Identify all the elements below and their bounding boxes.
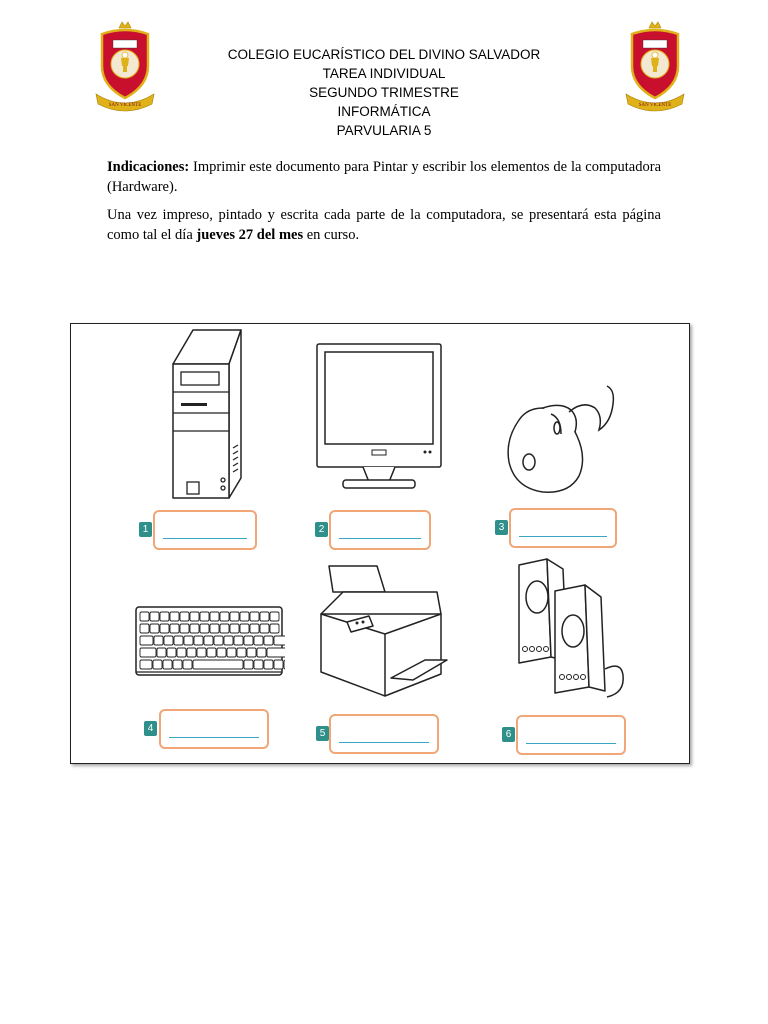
keyboard-key: [274, 636, 285, 645]
answer-box-1[interactable]: [153, 510, 257, 550]
keyboard-key: [220, 624, 229, 633]
keyboard-key: [140, 636, 153, 645]
keyboard-key: [274, 660, 283, 669]
item-number-badge: 6: [502, 727, 515, 742]
keyboard-key: [150, 612, 159, 621]
keyboard-key: [190, 624, 199, 633]
answer-box-6[interactable]: [516, 715, 626, 755]
keyboard-key: [227, 648, 236, 657]
assignment-type: TAREA INDIVIDUAL: [322, 66, 446, 81]
item-number-badge: 2: [315, 522, 328, 537]
keyboard-key: [240, 612, 249, 621]
instructions-label: Indicaciones:: [107, 159, 190, 175]
item-number-badge: 3: [495, 520, 508, 535]
answer-line: [339, 742, 429, 743]
keyboard-key: [210, 612, 219, 621]
keyboard-key: [164, 636, 173, 645]
mouse-icon: [499, 384, 619, 499]
keyboard-key: [214, 636, 223, 645]
keyboard-key: [207, 648, 216, 657]
keyboard-key: [190, 612, 199, 621]
keyboard-key: [204, 636, 213, 645]
keyboard-key: [180, 612, 189, 621]
keyboard-key: [140, 648, 156, 657]
keyboard-key: [163, 660, 172, 669]
keyboard-key: [250, 624, 259, 633]
keyboard-key: [284, 660, 285, 669]
answer-line: [339, 538, 421, 539]
crest-ribbon-text: SAN VICENTE: [638, 103, 672, 108]
item-number-badge: 1: [139, 522, 152, 537]
instructions-paragraph: [107, 157, 661, 197]
subject: INFORMÁTICA: [337, 104, 431, 119]
item-number-badge: 4: [144, 721, 157, 736]
keyboard-key: [160, 624, 169, 633]
keyboard-key: [254, 636, 263, 645]
document-header: [180, 45, 588, 140]
keyboard-key: [217, 648, 226, 657]
keyboard-key: [234, 636, 243, 645]
crest-ribbon-text: SAN VICENTE: [108, 103, 142, 108]
keyboard-key: [237, 648, 246, 657]
keyboard-key: [247, 648, 256, 657]
keyboard-key: [197, 648, 206, 657]
keyboard-key: [173, 660, 182, 669]
answer-box-5[interactable]: [329, 714, 439, 754]
keyboard-key: [184, 636, 193, 645]
term: SEGUNDO TRIMESTRE: [309, 85, 459, 100]
keyboard-key: [140, 660, 152, 669]
keyboard-key: [230, 624, 239, 633]
keyboard-key: [230, 612, 239, 621]
keyboard-key: [187, 648, 196, 657]
keyboard-key: [170, 612, 179, 621]
keyboard-icon: [135, 606, 285, 678]
monitor-icon: [315, 342, 445, 492]
keyboard-key: [244, 636, 253, 645]
computer-tower-icon: [171, 328, 246, 500]
answer-box-2[interactable]: [329, 510, 431, 550]
answer-line: [169, 737, 259, 738]
delivery-paragraph: [107, 205, 661, 245]
keyboard-key: [270, 624, 279, 633]
grade: PARVULARIA 5: [336, 123, 432, 138]
item-number-badge: 5: [316, 726, 329, 741]
keyboard-key: [170, 624, 179, 633]
delivery-date: jueves 27 del mes: [196, 227, 304, 243]
instructions-text: Imprimir este documento para Pintar y escribir los elementos de la computadora (Hardware).: [107, 159, 661, 195]
school-crest-left-icon: [92, 20, 158, 116]
keyboard-key: [250, 612, 259, 621]
keyboard-key: [140, 624, 149, 633]
keyboard-key: [224, 636, 233, 645]
school-name: COLEGIO EUCARÍSTICO DEL DIVINO SALVADOR: [227, 47, 541, 62]
keyboard-key: [270, 612, 279, 621]
keyboard-key: [180, 624, 189, 633]
keyboard-key: [210, 624, 219, 633]
keyboard-key: [244, 660, 253, 669]
keyboard-key: [220, 612, 229, 621]
keyboard-key: [200, 624, 209, 633]
answer-box-3[interactable]: [509, 508, 617, 548]
printer-icon: [319, 562, 449, 702]
keyboard-key: [264, 660, 273, 669]
keyboard-key: [177, 648, 186, 657]
keyboard-key: [153, 660, 162, 669]
answer-line: [163, 538, 247, 539]
keyboard-key: [160, 612, 169, 621]
keyboard-key: [260, 624, 269, 633]
keyboard-key: [240, 624, 249, 633]
answer-line: [519, 536, 607, 537]
speakers-icon: [515, 557, 635, 703]
keyboard-key: [167, 648, 176, 657]
delivery-text-before: Una vez impreso, pintado y escrita cada parte de la computadora, se presentará esta página como tal el día: [107, 207, 661, 243]
keyboard-key: [154, 636, 163, 645]
keyboard-key: [140, 612, 149, 621]
keyboard-key: [194, 636, 203, 645]
keyboard-key: [260, 612, 269, 621]
answer-box-4[interactable]: [159, 709, 269, 749]
keyboard-key: [267, 648, 285, 657]
worksheet-frame: [70, 323, 690, 764]
keyboard-key: [254, 660, 263, 669]
keyboard-key: [174, 636, 183, 645]
keyboard-key: [150, 624, 159, 633]
keyboard-key: [200, 612, 209, 621]
keyboard-key: [157, 648, 166, 657]
keyboard-key: [257, 648, 266, 657]
answer-line: [526, 743, 616, 744]
keyboard-key: [264, 636, 273, 645]
keyboard-key: [193, 660, 243, 669]
delivery-text-after: en curso.: [303, 227, 360, 243]
keyboard-key: [183, 660, 192, 669]
school-crest-right-icon: [622, 20, 688, 116]
